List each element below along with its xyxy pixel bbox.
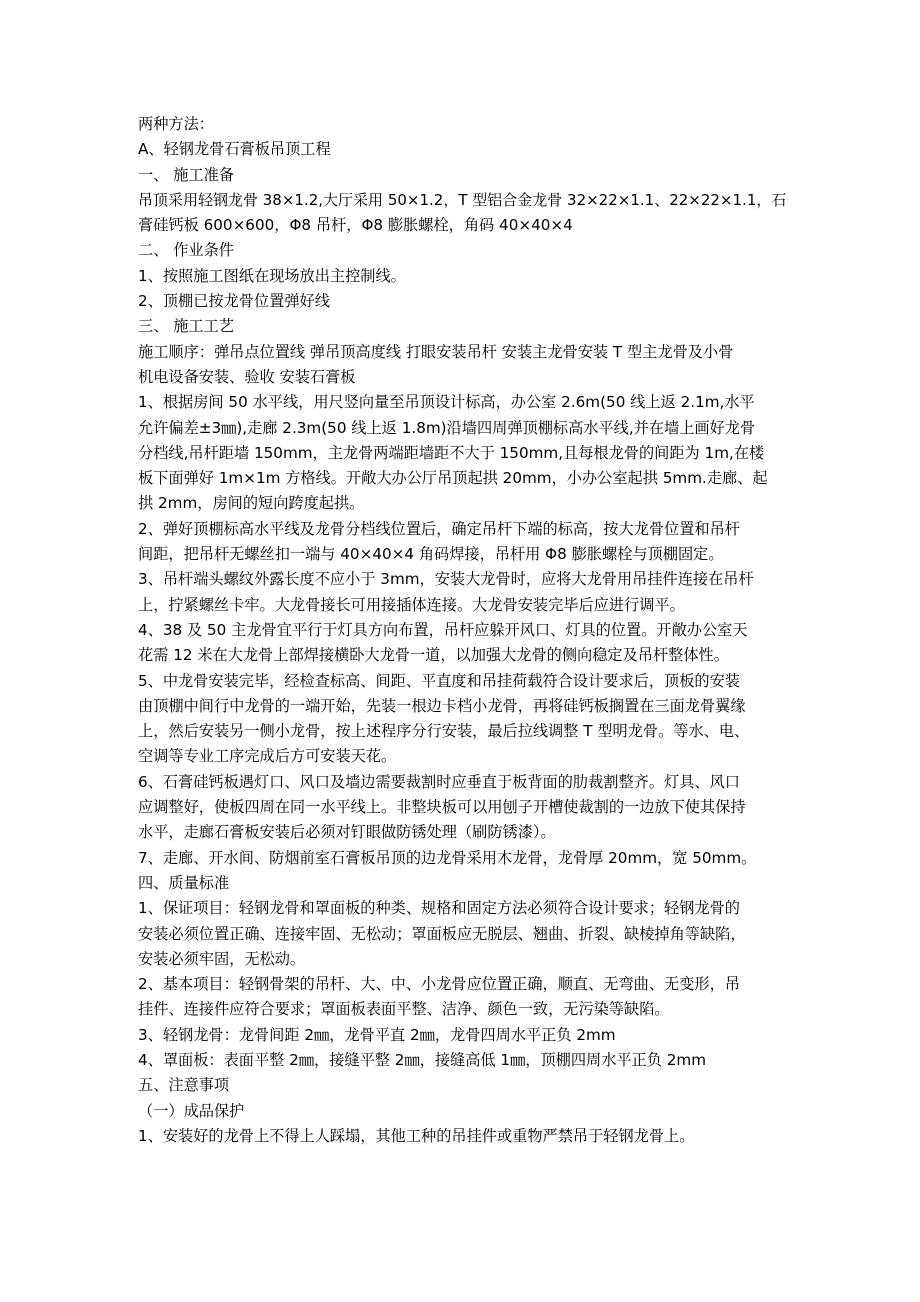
text-line: 安装必须位置正确、连接牢固、无松动；罩面板应无脱层、翘曲、折裂、缺棱掉角等缺陷，	[138, 924, 746, 943]
text-line: 1、按照施工图纸在现场放出主控制线。	[138, 266, 406, 285]
text-line: 膏硅钙板 600×600，Φ8 吊杆，Φ8 膨胀螺栓，角码 40×40×4	[138, 216, 573, 235]
text-line: 施工顺序：弹吊点位置线 弹吊顶高度线 打眼安装吊杆 安装主龙骨安装 T 型主龙骨及小骨	[138, 342, 734, 361]
heading-5: 五、注意事项	[138, 1076, 230, 1095]
heading-4: 四、质量标准	[138, 873, 230, 892]
text-line: 水平，走廊石膏板安装后必须对钉眼做防锈处理（刷防锈漆）。	[138, 823, 556, 842]
intro-line: 两种方法：	[138, 115, 214, 133]
text-line: 拱 2mm，房间的短向跨度起拱。	[138, 494, 365, 513]
text-line: 6、石膏硅钙板遇灯口、风口及墙边需要裁割时应垂直于板背面的肋裁割整齐。灯具、风口	[138, 772, 740, 791]
text-line: 空调等专业工序完成后方可安装天花。	[138, 747, 397, 766]
text-line: 3、轻钢龙骨：龙骨间距 2㎜，龙骨平直 2㎜，龙骨四周水平正负 2mm	[138, 1025, 616, 1044]
text-line: 间距，把吊杆无螺丝扣一端与 40×40×4 角码焊接，吊杆用 Φ8 膨胀螺栓与顶棚固定。	[138, 545, 724, 564]
text-line: 吊顶采用轻钢龙骨 38×1.2,大厅采用 50×1.2，T 型铝合金龙骨 32×22×1.1、22×22×1.1，石	[138, 190, 787, 209]
section-title: A、轻钢龙骨石膏板吊顶工程	[138, 140, 331, 159]
document-body	[138, 112, 786, 1149]
text-line: 4、罩面板：表面平整 2㎜，接缝平整 2㎜，接缝高低 1㎜，顶棚四周水平正负 2mm	[138, 1050, 707, 1069]
text-line: 5、中龙骨安装完毕，经检查标高、间距、平直度和吊挂荷载符合设计要求后，顶板的安装	[138, 671, 740, 690]
text-line: 花需 12 米在大龙骨上部焊接横卧大龙骨一道，以加强大龙骨的侧向稳定及吊杆整体性。	[138, 646, 729, 665]
text-line: 上，拧紧螺丝卡牢。大龙骨接长可用接插体连接。大龙骨安装完毕后应进行调平。	[138, 595, 685, 614]
text-line: 允许偏差±3㎜),走廊 2.3m(50 线上返 1.8m)沿墙四周弹顶棚标高水平线,并在墙上画好龙骨	[138, 418, 756, 437]
text-line: 机电设备安装、验收 安装石膏板	[138, 367, 356, 386]
heading-1: 一、 施工准备	[138, 165, 234, 184]
text-line: 应调整好，使板四周在同一水平线上。非整块板可以用刨子开槽使裁割的一边放下使其保持	[138, 798, 746, 817]
heading-2: 二、 作业条件	[138, 241, 234, 260]
subheading: （一）成品保护	[138, 1101, 245, 1120]
text-line: 2、弹好顶棚标高水平线及龙骨分档线位置后，确定吊杆下端的标高，按大龙骨位置和吊杆	[138, 519, 740, 538]
text-line: 分档线,吊杆距墙 150mm，主龙骨两端距墙距不大于 150mm,且每根龙骨的间距为 1m,在楼	[138, 443, 765, 462]
text-line: 1、根据房间 50 水平线，用尺竖向量至吊顶设计标高，办公室 2.6m(50 线上返 2.1m,水平	[138, 393, 755, 412]
text-line: 1、安装好的龙骨上不得上人踩塌，其他工种的吊挂件或重物严禁吊于轻钢龙骨上。	[138, 1126, 695, 1145]
text-line: 7、走廊、开水间、防烟前室石膏板吊顶的边龙骨采用木龙骨，龙骨厚 20mm，宽 50mm。	[138, 848, 757, 867]
text-line: 2、基本项目：轻钢骨架的吊杆、大、中、小龙骨应位置正确，顺直、无弯曲、无变形，吊	[138, 975, 740, 994]
text-line: 3、吊杆端头螺纹外露长度不应小于 3mm，安装大龙骨时，应将大龙骨用吊挂件连接在吊杆	[138, 570, 754, 589]
text-line: 4、38 及 50 主龙骨宜平行于灯具方向布置，吊杆应躲开风口、灯具的位置。开敞办公室天	[138, 620, 748, 639]
text-line: 挂件、连接件应符合要求；罩面板表面平整、洁净、颜色一致，无污染等缺陷。	[138, 1000, 670, 1019]
text-line: 2、顶棚已按龙骨位置弹好线	[138, 292, 330, 311]
heading-3: 三、 施工工艺	[138, 317, 234, 336]
text-line: 板下面弹好 1m×1m 方格线。开敞大办公厅吊顶起拱 20mm，小办公室起拱 5mm.走廊、起	[138, 469, 768, 488]
text-line: 安装必须牢固，无松动。	[138, 949, 306, 968]
text-line: 上，然后安装另一侧小龙骨，按上述程序分行安装，最后拉线调整 T 型明龙骨。等水、电、	[138, 722, 750, 741]
text-line: 1、保证项目：轻钢龙骨和罩面板的种类、规格和固定方法必须符合设计要求；轻钢龙骨的	[138, 899, 740, 918]
text-line: 由顶棚中间行中龙骨的一端开始，先装一根边卡档小龙骨，再将硅钙板搁置在三面龙骨翼缘	[138, 696, 746, 715]
